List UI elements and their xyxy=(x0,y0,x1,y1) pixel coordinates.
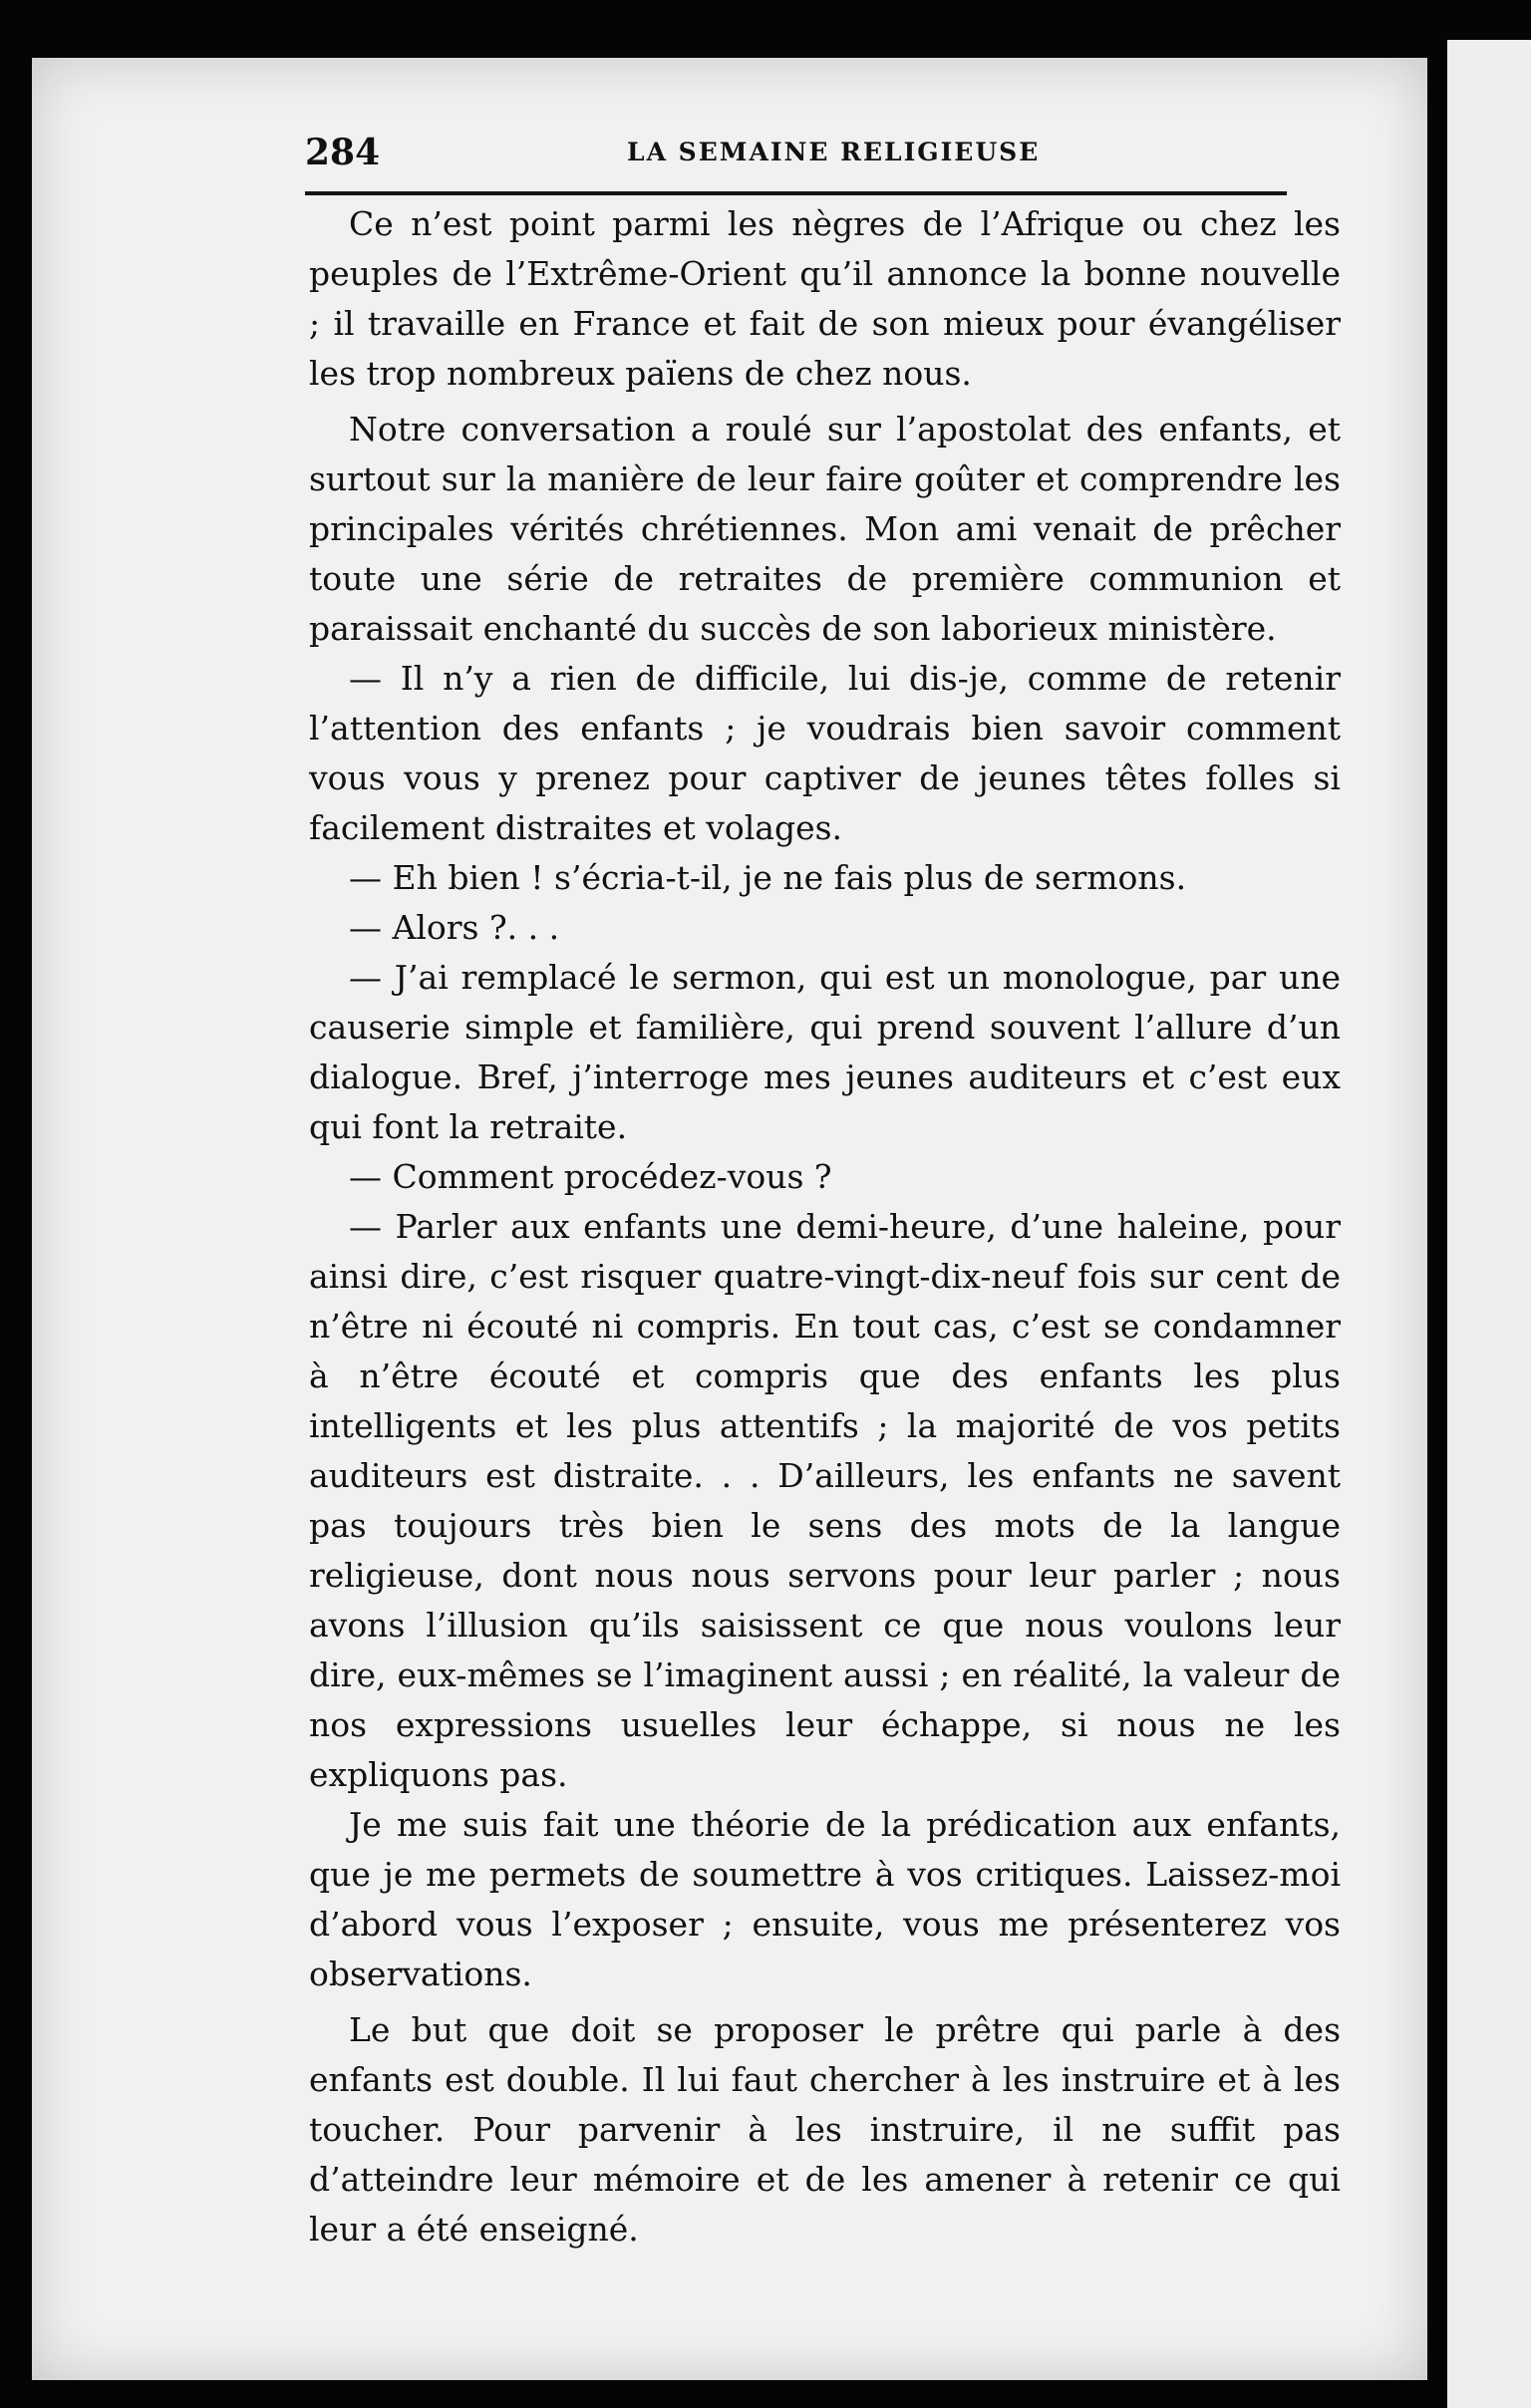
header-rule xyxy=(305,191,1287,195)
paragraph: Je me suis fait une théorie de la prédication aux enfants, que je me permets de soumettre à vos critiques. Laissez-moi d’abord vous l’exposer ; ensuite, vous me présenterez vos observations. xyxy=(309,1805,1341,1993)
page-number: 284 xyxy=(305,132,381,173)
paragraph: Ce n’est point parmi les nègres de l’Afrique ou chez les peuples de l’Extrême-Orient qu’il annonce la bonne nouvelle ; il travaille en France et fait de son mieux pour évangéliser les trop nombreux païens de chez nous. xyxy=(309,204,1341,393)
running-title: LA SEMAINE RELIGIEUSE xyxy=(627,138,1041,166)
dialogue-line: — J’ai remplacé le sermon, qui est un monologue, par une causerie simple et familière, qui prend souvent l’allure d’un dialogue. Bref, j’interroge mes jeunes auditeurs et c’est eux qui font la retraite. xyxy=(309,958,1341,1146)
paragraph: Le but que doit se proposer le prêtre qui parle à des enfants est double. Il lui faut chercher à les instruire et à les toucher. Pour parvenir à les instruire, il ne suffit pas d’atteindre leur mémoire et de les amener à retenir ce qui leur a été enseigné. xyxy=(309,2010,1341,2249)
dialogue-line: — Il n’y a rien de difficile, lui dis-je, comme de retenir l’attention des enfants ; je voudrais bien savoir comment vous vous y prenez pour captiver de jeunes têtes folles si facilement distraites et volages. xyxy=(309,659,1341,847)
body-text xyxy=(309,199,1341,2255)
dialogue-line: — Comment procédez-vous ? xyxy=(349,1157,832,1196)
dialogue-line: — Parler aux enfants une demi-heure, d’une haleine, pour ainsi dire, c’est risquer quatre-vingt-dix-neuf fois sur cent de n’être ni écouté ni compris. En tout cas, c’est se condamner à n’être écouté et compris que des enfants les plus intelligents et les plus attentifs ; la majorité de vos petits auditeurs est distraite. . . D’ailleurs, les enfants ne savent pas toujours très bien le sens des mots de la langue religieuse, dont nous nous servons pour leur parler ; nous avons l’illusion qu’ils saisissent ce que nous voulons leur dire, eux-mêmes se l’imaginent aussi ; en réalité, la valeur de nos expressions usuelles leur échappe, si nous ne les expliquons pas. xyxy=(309,1207,1341,1794)
adjacent-page-edge xyxy=(1447,40,1531,2408)
dialogue-line: — Eh bien ! s’écria-t-il, je ne fais plus de sermons. xyxy=(349,858,1187,897)
page-header xyxy=(305,124,1287,193)
paragraph: Notre conversation a roulé sur l’apostolat des enfants, et surtout sur la manière de leur faire goûter et comprendre les principales vérités chrétiennes. Mon ami venait de prêcher toute une série de retraites de première communion et paraissait enchanté du succès de son laborieux ministère. xyxy=(309,410,1341,648)
dialogue-line: — Alors ?. . . xyxy=(349,908,560,947)
